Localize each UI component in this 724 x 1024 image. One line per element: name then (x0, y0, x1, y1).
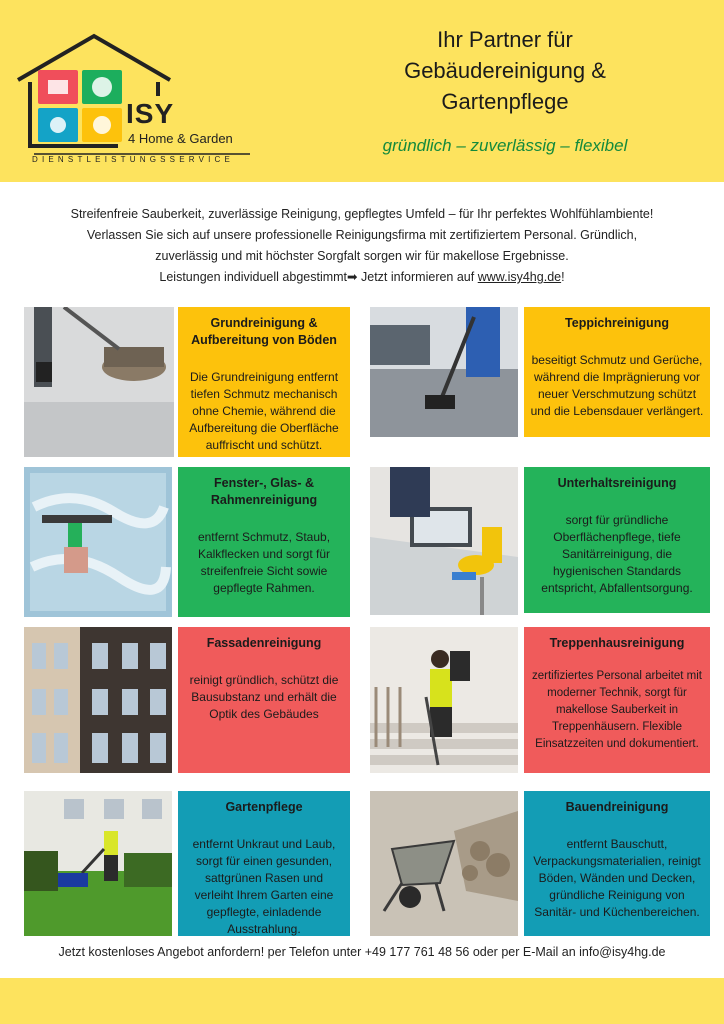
service-title: Grundreinigung & Aufbereitung von Böden (191, 316, 337, 347)
service-card-unterhaltsreinigung (524, 467, 710, 613)
headline-line-3: Gartenpflege (441, 89, 569, 114)
brand-subtitle: 4 Home & Garden (128, 131, 233, 146)
arrow-icon: ➡ (347, 270, 358, 284)
intro-line-2: Verlassen Sie sich auf unsere professionelle Reinigungsfirma mit zertifiziertem Personal. Gründlich, (86, 228, 638, 242)
service-description: reinigt gründlich, schützt die Bausubstanz und erhält die Optik des Gebäudes (189, 673, 339, 721)
footer-band (0, 978, 724, 1024)
intro-line-3: zuverlässig und mit höchster Sorgfalt sorgen wir für makellose Ergebnisse. (155, 249, 569, 263)
service-description: Die Grundreinigung entfernt tiefen Schmutz mechanisch ohne Chemie, während die Aufbereitung die Oberfläche auffrischt und schützt. (189, 370, 339, 452)
slogan: gründlich – zuverlässig – flexibel (382, 136, 628, 155)
service-description: entfernt Unkraut und Laub, sorgt für einen gesunden, sattgrünen Rasen und verleiht Ihrem Garten eine gepflegte, einladende Ausstrahlung. (192, 837, 336, 936)
photo-garden-care (24, 791, 172, 936)
photo-stairwell (370, 627, 518, 773)
brand-name: ISY (126, 98, 175, 129)
service-title: Bauendreinigung (565, 800, 669, 814)
service-description: entfernt Bauschutt, Verpackungsmaterialien, reinigt Böden, Wänden und Decken, gründliche Reinigung von Sanitär- und Küchenbereichen. (533, 837, 701, 919)
service-card-fassadenreinigung (178, 627, 350, 773)
photo-floor-cleaning (24, 307, 174, 457)
intro-text (20, 204, 704, 288)
service-card-treppenhausreinigung (524, 627, 710, 773)
contact-footer: Jetzt kostenloses Angebot anfordern! per Telefon unter +49 177 761 48 56 oder per E-Mail an info@isy4hg.de (58, 945, 666, 959)
service-title: Fassadenreinigung (206, 636, 322, 650)
intro-line-1: Streifenfreie Sauberkeit, zuverlässige Reinigung, gepflegtes Umfeld – für Ihr perfektes Wohlfühlambiente! (70, 207, 654, 221)
service-card-gartenpflege (178, 791, 350, 936)
photo-window-cleaning (24, 467, 172, 617)
service-description: zertifiziertes Personal arbeitet mit moderner Technik, sorgt für makellose Sauberkeit in Treppenhäusern. Flexible Einsatzzeiten und dokumentiert. (531, 670, 702, 750)
headline-line-1: Ihr Partner für (437, 27, 573, 52)
service-card-bauendreinigung (524, 791, 710, 936)
website-link[interactable]: www.isy4hg.de (477, 270, 562, 284)
service-description: entfernt Schmutz, Staub, Kalkflecken und sorgt für streifenfreie Sicht sowie gepflegte Rahmen. (197, 530, 331, 595)
intro-line-4 (20, 267, 704, 288)
headline-line-2: Gebäudereinigung & (404, 58, 606, 83)
photo-carpet-cleaning (370, 307, 518, 437)
service-title: Teppichreinigung (565, 316, 669, 330)
service-card-fensterreinigung (178, 467, 350, 617)
service-title: Treppenhausreinigung (549, 636, 685, 650)
intro-line-4-prefix: Leistungen individuell abgestimmt (159, 270, 348, 284)
service-description: beseitigt Schmutz und Gerüche, während die Imprägnierung vor neuer Verschmutzung schützt und die Lebensdauer verlängert. (530, 353, 704, 418)
headline (370, 24, 640, 117)
service-card-grundreinigung (178, 307, 350, 457)
service-card-teppichreinigung (524, 307, 710, 437)
service-title: Unterhaltsreinigung (557, 476, 677, 490)
photo-construction-cleaning (370, 791, 518, 936)
service-description: sorgt für gründliche Oberflächenpflege, tiefe Sanitärreinigung, die hygienischen Standards entspricht, Abfallentsorgung. (541, 513, 693, 595)
photo-facade (24, 627, 172, 773)
service-title: Fenster-, Glas- & Rahmenreinigung (210, 476, 318, 507)
photo-maintenance-cleaning (370, 467, 518, 615)
intro-line-4-mid: Jetzt informieren auf (357, 270, 478, 284)
brand-tagline: DIENSTLEISTUNGSSERVICE (32, 155, 235, 164)
intro-line-4-suffix: ! (561, 270, 565, 284)
service-title: Gartenpflege (225, 800, 303, 814)
